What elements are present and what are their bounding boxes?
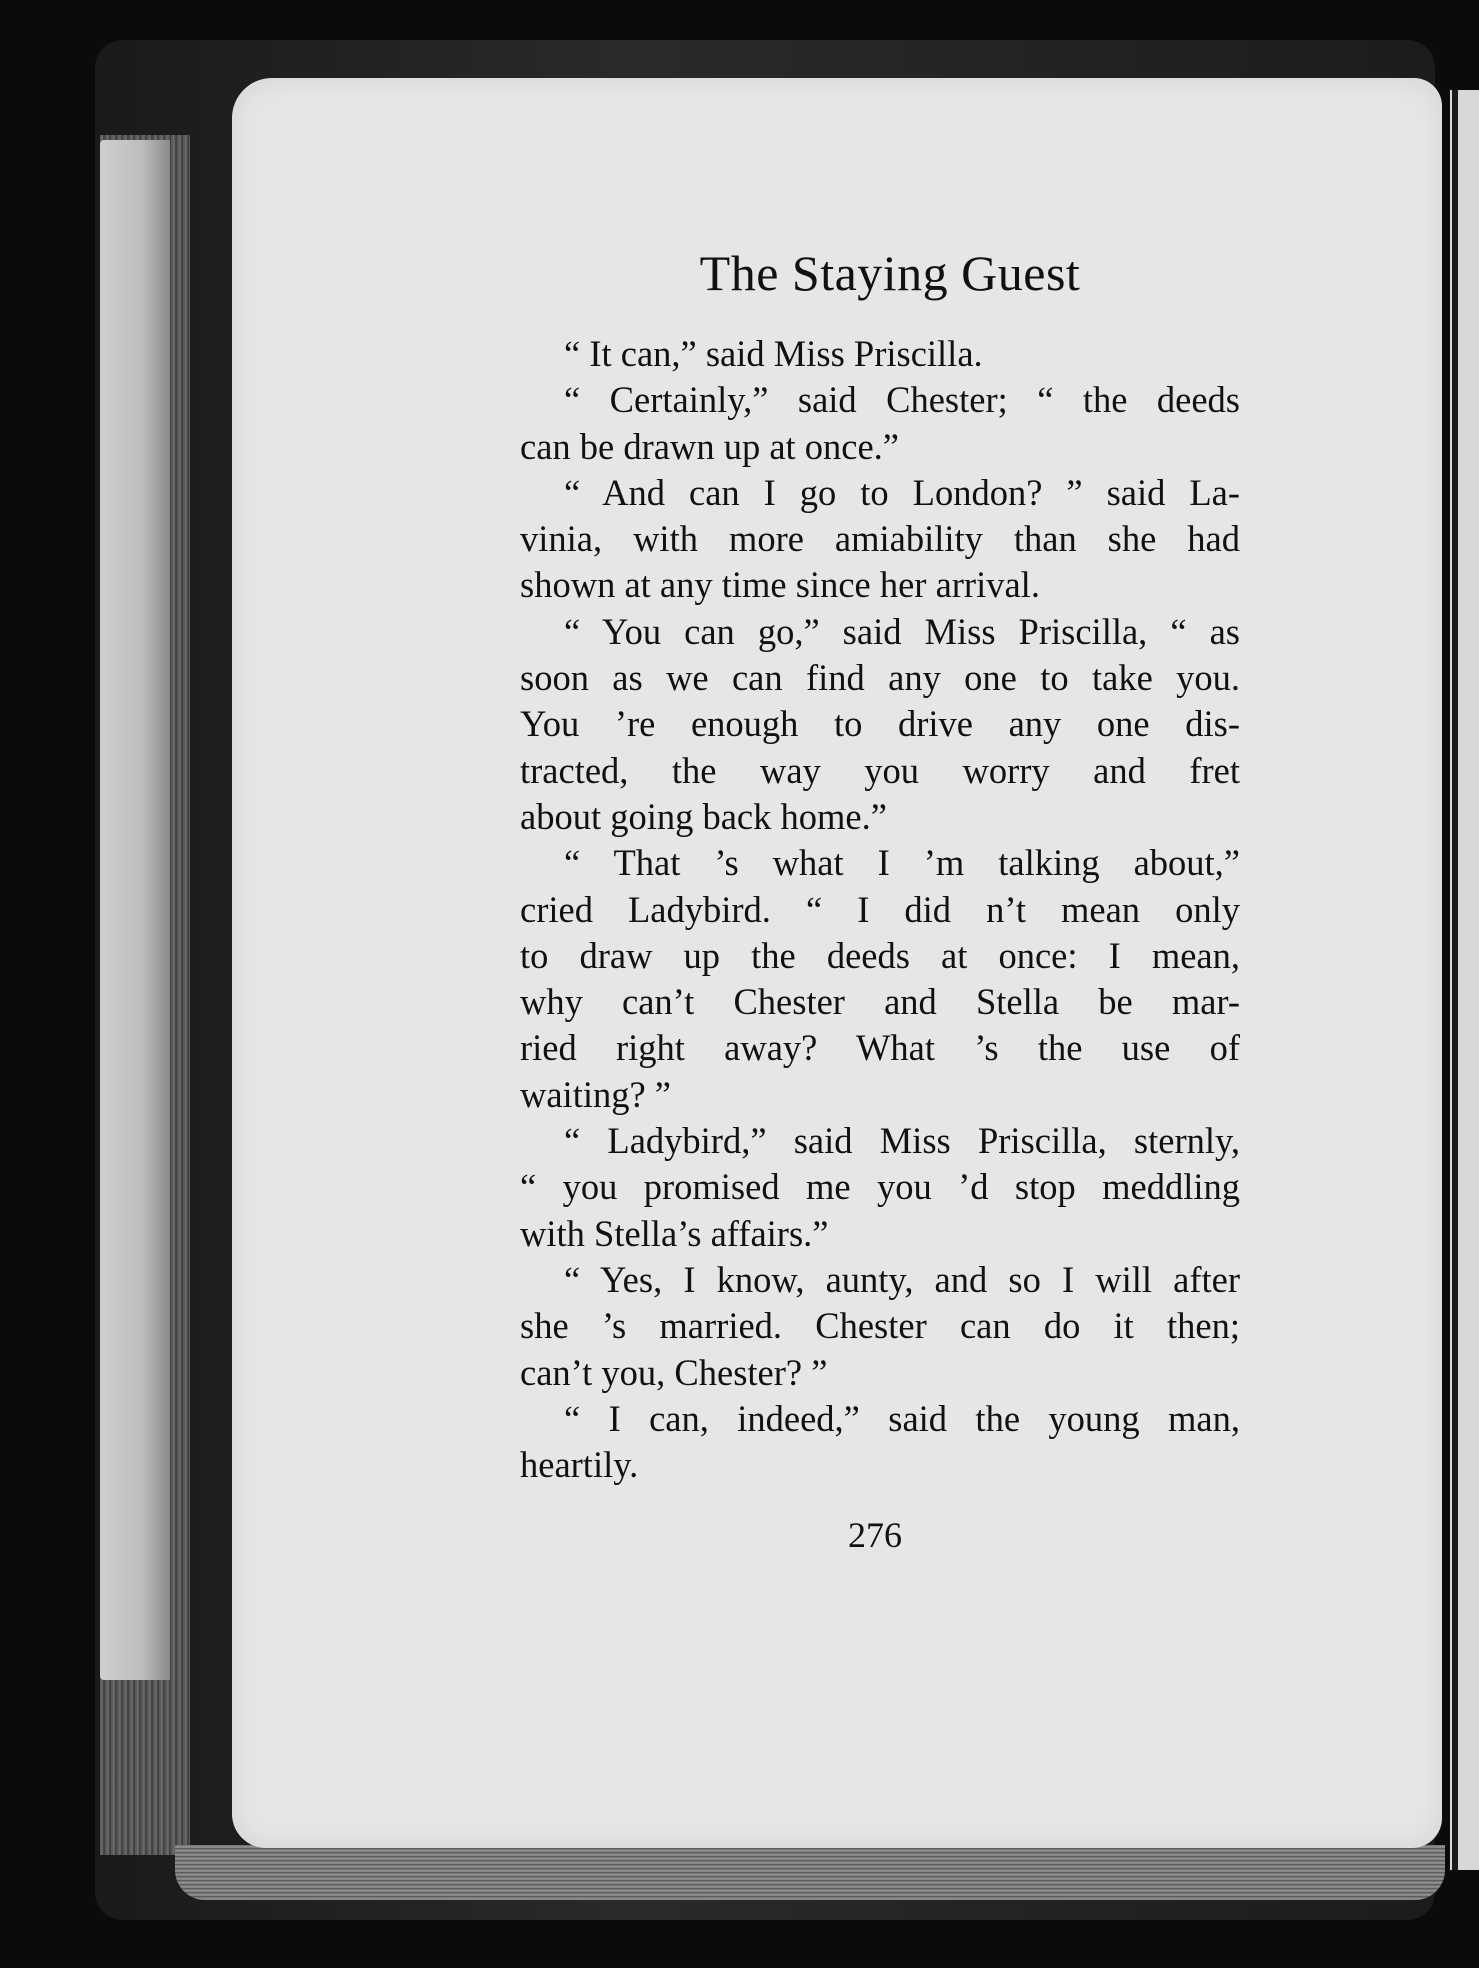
text-line: ried right away? What ’s the use of <box>520 1027 1240 1069</box>
body-text <box>520 331 1240 1488</box>
text-line: “ It can,” said Miss Priscilla. <box>564 333 983 374</box>
text-line: waiting? ” <box>520 1073 672 1115</box>
page-number: 276 <box>848 1515 902 1555</box>
text-line: why can’t Chester and Stella be mar- <box>520 981 1240 1023</box>
text-line: You ’re enough to drive any one dis- <box>520 703 1240 745</box>
page-edges-bottom <box>175 1845 1445 1900</box>
text-line: “ Ladybird,” said Miss Priscilla, sternly, <box>564 1120 1240 1162</box>
text-line: “ That ’s what I ’m talking about,” <box>564 842 1240 884</box>
text-line: heartily. <box>520 1444 639 1486</box>
text-line: “ And can I go to London? ” said La- <box>564 471 1240 513</box>
text-line: “ Certainly,” said Chester; “ the deeds <box>564 379 1240 421</box>
text-line: can be drawn up at once.” <box>520 425 900 467</box>
text-line: she ’s married. Chester can do it then; <box>520 1305 1240 1347</box>
text-line: can’t you, Chester? ” <box>520 1351 828 1393</box>
text-line: about going back home.” <box>520 795 887 837</box>
page-edges-light <box>100 140 170 1680</box>
text-line: shown at any time since her arrival. <box>520 564 1040 606</box>
text-line: vinia, with more amiability than she had <box>520 518 1240 560</box>
text-line: “ I can, indeed,” said the young man, <box>564 1397 1240 1439</box>
gutter-shadow <box>1452 90 1458 1870</box>
text-line: soon as we can find any one to take you. <box>520 657 1240 699</box>
running-head: The Staying Guest <box>699 245 1081 301</box>
text-line: “ Yes, I know, aunty, and so I will after <box>564 1258 1240 1300</box>
text-line: cried Ladybird. “ I did n’t mean only <box>520 888 1240 930</box>
text-line: “ you promised me you ’d stop meddling <box>520 1166 1240 1208</box>
text-line: with Stella’s affairs.” <box>520 1212 829 1254</box>
text-line: “ You can go,” said Miss Priscilla, “ as <box>564 610 1240 652</box>
text-line: to draw up the deeds at once: I mean, <box>520 934 1240 976</box>
text-line: tracted, the way you worry and fret <box>520 749 1240 791</box>
